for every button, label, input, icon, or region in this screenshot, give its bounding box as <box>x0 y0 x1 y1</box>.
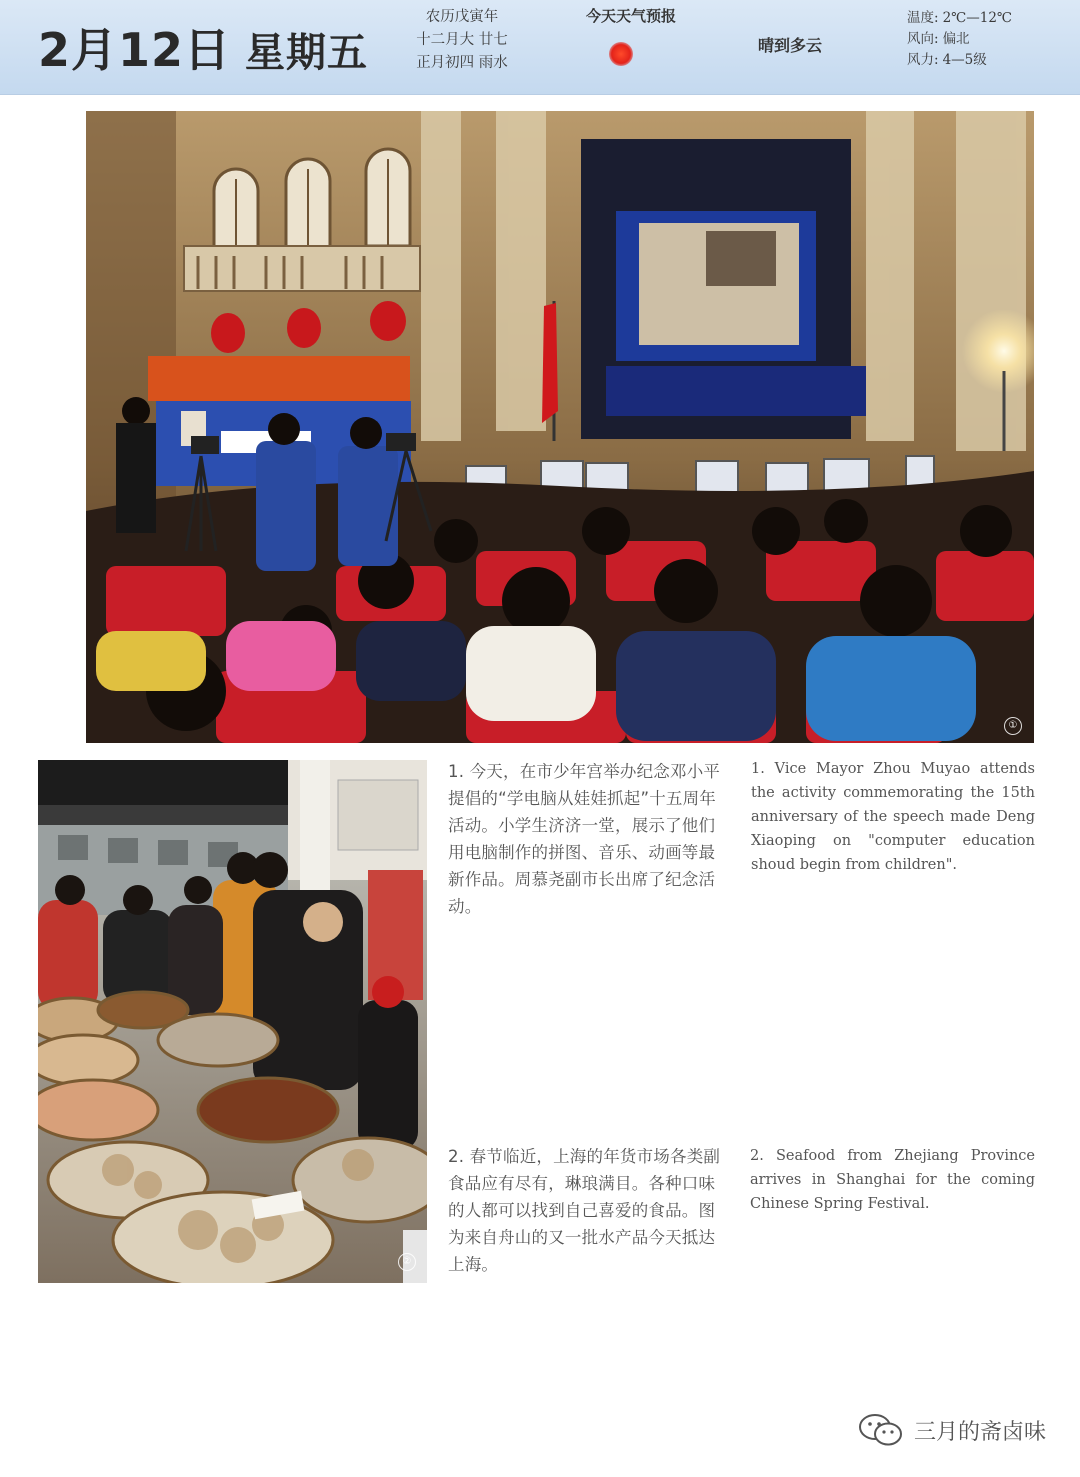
lunar-line: 十二月大 廿七 <box>416 32 508 48</box>
photo-computer-event <box>86 111 1034 743</box>
date-title <box>38 14 368 80</box>
weather-row-wind-direction <box>907 29 1012 50</box>
weekday-text: 星期五 <box>245 30 369 76</box>
weather-details <box>907 8 1012 71</box>
caption-2-english: 2. Seafood from Zhejiang Province arrives in Shanghai for the coming Chinese Spring Festival. <box>750 1148 1035 1212</box>
photo-seafood-market <box>38 760 427 1283</box>
wechat-icon <box>858 1413 904 1447</box>
caption-2-chinese: 2. 春节临近，上海的年货市场各类副食品应有尽有，琳琅满目。各种口味的人都可以找到自己喜爱的食品。图为来自舟山的又一批水产品今天抵达上海。 <box>448 1147 721 1274</box>
photo-computer-event-image <box>86 111 1034 743</box>
caption-1-english: 1. Vice Mayor Zhou Muyao attends the activity commemorating the 15th anniversary of the speech made Deng Xiaoping on "computer education shoud begin from children". <box>751 761 1035 873</box>
weather-label: 风向: <box>907 31 939 47</box>
lunar-calendar <box>400 6 524 75</box>
weather-value: 4—5级 <box>942 52 987 68</box>
photo-seafood-market-image <box>38 760 427 1283</box>
photo-number: ② <box>398 1253 416 1271</box>
weather-label: 温度: <box>907 10 939 26</box>
photo-number: ① <box>1004 717 1022 735</box>
weather-row-temperature <box>907 8 1012 29</box>
date-header <box>0 0 1080 95</box>
date-text: 2月12日 <box>38 23 232 77</box>
wechat-watermark <box>858 1410 1046 1450</box>
caption-1-chinese: 1. 今天，在市少年宫举办纪念邓小平提倡的“学电脑从娃娃抓起”十五周年活动。小学生济济一堂，展示了他们用电脑制作的拼图、音乐、动画等最新作品。周慕尧副市长出席了纪念活动。 <box>448 762 721 916</box>
watermark-text: 三月的斋卤味 <box>913 1419 1046 1445</box>
forecast-title: 今天天气预报 <box>585 7 676 25</box>
lunar-line: 正月初四 雨水 <box>416 55 508 71</box>
lunar-line: 农历戊寅年 <box>425 9 499 25</box>
weather-value: 2℃—12℃ <box>942 10 1013 26</box>
weather-row-wind-force <box>907 50 1012 71</box>
weather-value: 偏北 <box>942 31 970 47</box>
weather-label: 风力: <box>907 52 939 68</box>
weather-condition: 晴到多云 <box>758 36 823 55</box>
sun-icon <box>609 42 633 66</box>
